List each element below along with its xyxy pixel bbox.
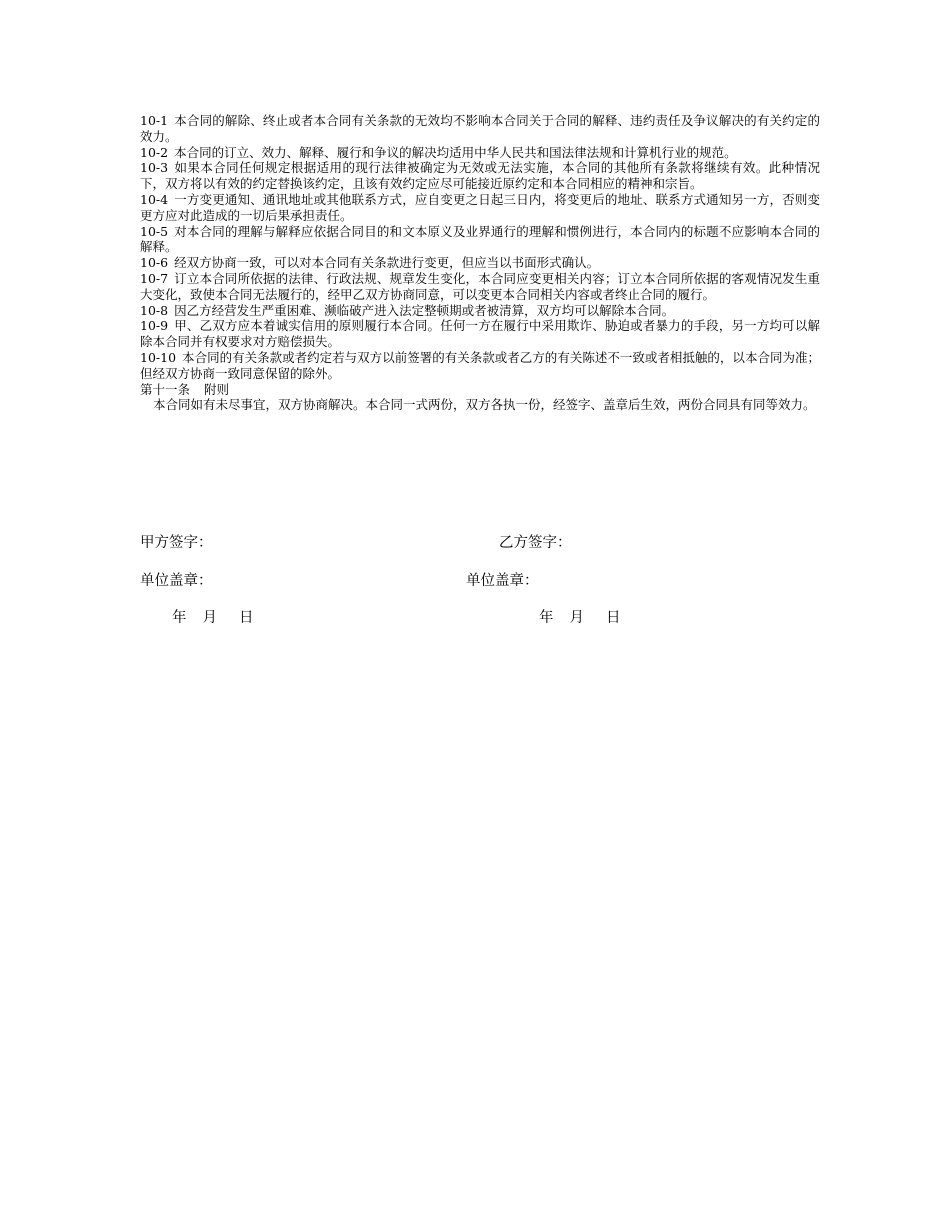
clause-10-3 bbox=[140, 160, 820, 192]
party-b-seal-label: 单位盖章： bbox=[466, 573, 539, 589]
article-text: 本合同如有未尽事宜，双方协商解决。本合同一式两份，双方各执一份，经签字、盖章后生效，两份合同具有同等效力。 bbox=[153, 397, 816, 413]
clause-number: 10-6 bbox=[140, 255, 169, 271]
clause-text: 甲、乙双方应本着诚实信用的原则履行本合同。任何一方在履行中采用欺诈、胁迫或者暴力的手段，另一方均可以解除本合同并有权要求对方赔偿损失。 bbox=[140, 318, 820, 350]
clause-text: 对本合同的理解与解释应依据合同目的和文本原义及业界通行的理解和惯例进行，本合同内的标题不应影响本合同的解释。 bbox=[140, 223, 820, 255]
clause-10-4 bbox=[140, 192, 820, 224]
clause-text: 经双方协商一致，可以对本合同有关条款进行变更，但应当以书面形式确认。 bbox=[174, 255, 600, 271]
party-b-date bbox=[539, 609, 621, 627]
article-title: 附则 bbox=[204, 381, 230, 397]
clause-10-1 bbox=[140, 113, 820, 145]
clause-10-9 bbox=[140, 318, 820, 350]
clause-number: 10-3 bbox=[140, 160, 169, 176]
clause-text: 一方变更通知、通讯地址或其他联系方式，应自变更之日起三日内，将变更后的地址、联系方式通知另一方，否则变更方应对此造成的一切后果承担责任。 bbox=[140, 191, 820, 223]
clause-number: 10-7 bbox=[140, 270, 169, 286]
year-label: 年 bbox=[172, 610, 187, 626]
month-label: 月 bbox=[202, 610, 217, 626]
clause-number: 10-8 bbox=[140, 302, 169, 318]
month-label: 月 bbox=[569, 610, 584, 626]
clause-text: 本合同的订立、效力、解释、履行和争议的解决均适用中华人民共和国法律法规和计算机行业的规范。 bbox=[174, 144, 737, 160]
clause-10-8 bbox=[140, 303, 820, 319]
clause-text: 如果本合同任何规定根据适用的现行法律被确定为无效或无法实施，本合同的其他所有条款将继续有效。此种情况下，双方将以有效的约定替换该约定，且该有效约定应尽可能接近原约定和本合同相应的精神和宗旨。 bbox=[140, 160, 820, 192]
clause-number: 10-9 bbox=[140, 318, 169, 334]
clause-text: 本合同的解除、终止或者本合同有关条款的无效均不影响本合同关于合同的解释、违约责任及争议解决的有关约定的效力。 bbox=[140, 113, 820, 144]
clause-number: 10-1 bbox=[140, 113, 169, 128]
contract-body bbox=[140, 113, 820, 413]
clause-10-7 bbox=[140, 271, 820, 303]
article-number: 第十一条 bbox=[140, 381, 191, 397]
article-heading bbox=[140, 382, 820, 398]
party-a-date bbox=[172, 609, 254, 627]
clause-text: 订立本合同所依据的法律、行政法规、规章发生变化，本合同应变更相关内容；订立本合同所依据的客观情况发生重大变化，致使本合同无法履行的，经甲乙双方协商同意，可以变更本合同相关内容或者终止合同的履行。 bbox=[140, 270, 820, 302]
clause-number: 10-2 bbox=[140, 144, 169, 160]
day-label: 日 bbox=[239, 610, 254, 626]
clause-text: 因乙方经营发生严重困难、濒临破产进入法定整顿期或者被清算，双方均可以解除本合同。 bbox=[174, 302, 675, 318]
clause-10-5 bbox=[140, 224, 820, 256]
party-a-signature-label: 甲方签字： bbox=[140, 535, 213, 551]
party-a-seal-label: 单位盖章： bbox=[140, 573, 213, 589]
clause-10-6 bbox=[140, 255, 820, 271]
clause-number: 10-5 bbox=[140, 223, 169, 239]
party-b-signature-label: 乙方签字： bbox=[499, 535, 572, 551]
clause-10-2 bbox=[140, 145, 820, 161]
clause-number: 10-10 bbox=[140, 349, 177, 365]
clause-text: 本合同的有关条款或者约定若与双方以前签署的有关条款或者乙方的有关陈述不一致或者相抵触的，以本合同为准；但经双方协商一致同意保留的除外。 bbox=[140, 349, 820, 381]
clause-number: 10-4 bbox=[140, 191, 169, 207]
day-label: 日 bbox=[606, 610, 621, 626]
clause-10-10 bbox=[140, 350, 820, 382]
year-label: 年 bbox=[539, 610, 554, 626]
